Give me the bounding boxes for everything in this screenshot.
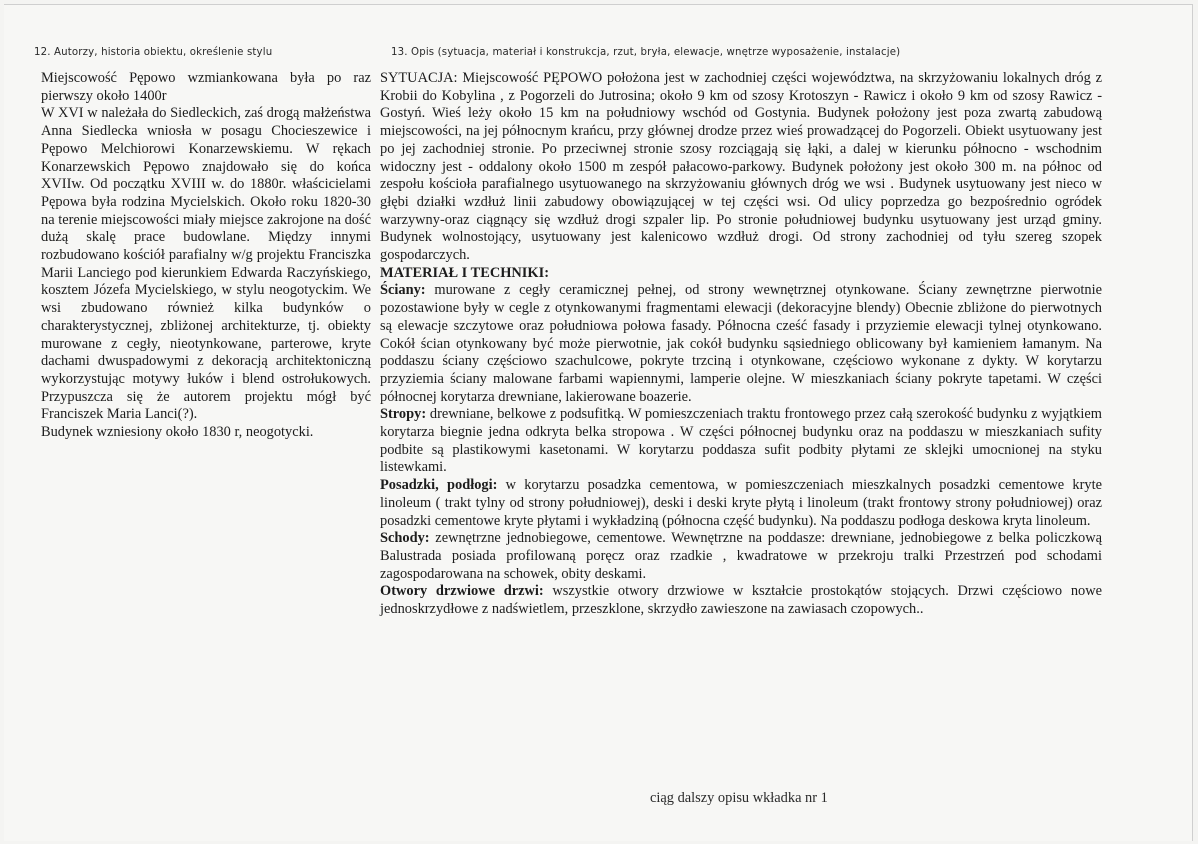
section-13-heading: 13. Opis (sytuacja, materiał i konstrukcja, rzut, bryła, elewacje, wnętrze wyposażenie, instalacje) xyxy=(391,47,901,58)
posadzki-paragraph xyxy=(380,477,1102,530)
schody-text: zewnętrzne jednobiegowe, cementowe. Wewnętrzne na poddasze: drewniane, jednobiegowe z belka policzkową Balustrada posiada profilowaną poręcz oraz rzadkie , kwadratowe w przekroju tralki Przestrzeń pod schodami zagospodarowana na schowek, obity deskami. xyxy=(380,530,1102,582)
stropy-label: Stropy: xyxy=(380,406,427,423)
sciany-label: Ściany: xyxy=(380,282,426,299)
sciany-text: murowane z cegły ceramicznej pełnej, od strony wewnętrznej otynkowane. Ściany zewnętrzne pierwotnie pozostawione były w cegle z otynkowanymi fragmentami elewacji (dekoracyjne blendy) Obecnie zbliżone do pierwotnych są elewacje szczytowe oraz południowa połowa fasady. Północna cześć fasady i przyziemie elewacji tylnej otynkowano. Cokół ścian otynkowany być może pierwotnie, jak cokół budynku sąsiedniego oblicowany był kamieniem łamanym. Na poddaszu ściany częściowo szachulcowe, pokryte trzciną i otynkowane, częściowo wykonane z dykty. W korytarzu przyziemia ściany malowane farbami wapiennymi, lamperie olejne. W mieszkaniach ściany pokryte tapetami. W części północnej korytarza drewniane, lakierowane boazerie. xyxy=(380,282,1102,405)
schody-paragraph xyxy=(380,530,1102,583)
continuation-note: ciąg dalszy opisu wkładka nr 1 xyxy=(650,790,828,806)
stropy-text: drewniane, belkowe z podsufitką. W pomieszczeniach traktu frontowego przez całą szerokość budynku z wyjątkiem korytarza biegnie jedna odkryta belka stropowa . W części północnej budynku oraz na poddaszu w mieszkaniach sufity podbite są plastikowymi kasetonami. W korytarzu poddasza sufit podbity płytami ze sklejki umocnionej na styku listewkami. xyxy=(380,406,1102,476)
schody-label: Schody: xyxy=(380,530,430,547)
section-12-heading: 12. Autorzy, historia obiektu, określenie stylu xyxy=(34,47,273,58)
history-paragraph-1: Miejscowość Pępowo wzmiankowana była po raz pierwszy około 1400r xyxy=(41,70,371,104)
posadzki-text: w korytarzu posadzka cementowa, w pomieszczeniach mieszkalnych posadzki cementowe kryte linoleum ( trakt tylny od strony południowej), deski i deski kryte płytą i linoleum (trakt frontowy strony południowej) oraz posadzki cementowe kryte płytami i wykładziną (północna część budynku). Na poddaszu podłoga deskowa kryta linoleum. xyxy=(380,477,1102,529)
stropy-paragraph xyxy=(380,406,1102,477)
material-techniki-title: MATERIAŁ I TECHNIKI: xyxy=(380,264,549,281)
description-column xyxy=(380,70,1102,619)
history-paragraph-2: W XVI w należała do Siedleckich, zaś drogą małżeństwa Anna Siedlecka wniosła w posagu Chocieszewice i Pępowo Melchiorowi Konarzewskiemu. W rękach Konarzewskich Pępowo znajdowało się do końca XVIIw. Od początku XVIII w. do 1880r. właścicielami Pępowa była rodzina Mycielskich. Około roku 1820-30 na terenie miejscowości miały miejsce zakrojone na dość dużą skalę prace budowlane. Między innymi rozbudowano kościół parafialny w/g projektu Franciszka Marii Lanciego pod kierunkiem Edwarda Raczyńskiego, kosztem Józefa Mycielskiego, w stylu neogotyckim. We wsi zbudowano również kilka budynków o charakterystycznej, zbliżonej architekturze, tj. obiekty murowane z cegły, nieotynkowane, parterowe, kryte dachami dwuspadowymi z dekoracją architektoniczną wykorzystując motywy łuków i blend ostrołukowych. Przypuszcza się że autorem projektu mógł być Franciszek Maria Lanci(?). xyxy=(41,105,371,423)
history-column xyxy=(41,70,371,442)
sytuacja-paragraph: SYTUACJA: Miejscowość PĘPOWO położona jest w zachodniej części województwa, na skrzyżowaniu lokalnych dróg z Krobii do Kobylina , z Pogorzeli do Jutrosina; około 9 km od szosy Krotoszyn - Rawicz i około 9 km od szosy Rawicz - Gostyń. Wieś leży około 15 km na południowy wschód od Gostynia. Budynek położony jest poza zwartą zabudową miejscowości, na jej północnym krańcu, przy głównej drodze przez wieś prowadzącej do Pogorzeli. Obiekt usytuowany jest po jej zachodniej stronie. Po przeciwnej stronie szosy rozciągają się łąki, a dalej w kierunku północno - wschodnim widoczny jest - oddalony około 1500 m zespół pałacowo-parkowy. Budynek położony jest około 300 m. na północ od zespołu kościoła parafialnego usytuowanego na skrzyżowaniu głównych dróg we wsi . Budynek usytuowany jest nieco w głębi działki wzdłuż linii zabudowy obowiązującej w tej części wsi. Od ulicy poprzedza go bezpośrednio ogródek warzywny-oraz ciągnący się wzdłuż drogi szpaler lip. Po stronie południowej budynku usytuowany jest urząd gminy. Budynek wolnostojący, usytuowany jest kalenicowo wzdłuż drogi. Od strony zachodniej od tyłu szereg szopek gospodarczych. xyxy=(380,70,1102,264)
history-paragraph-3: Budynek wzniesiony około 1830 r, neogotycki. xyxy=(41,424,314,441)
posadzki-label: Posadzki, podłogi: xyxy=(380,477,498,494)
sciany-paragraph xyxy=(380,282,1102,406)
otwory-text: wszystkie otwory drzwiowe w kształcie prostokątów stojących. Drzwi częściowo nowe jednoskrzydłowe z nadświetlem, przeszklone, skrzydło zawieszone na zawiasach czopowych.. xyxy=(380,583,1102,618)
otwory-paragraph xyxy=(380,583,1102,618)
otwory-label: Otwory drzwiowe drzwi: xyxy=(380,583,544,600)
